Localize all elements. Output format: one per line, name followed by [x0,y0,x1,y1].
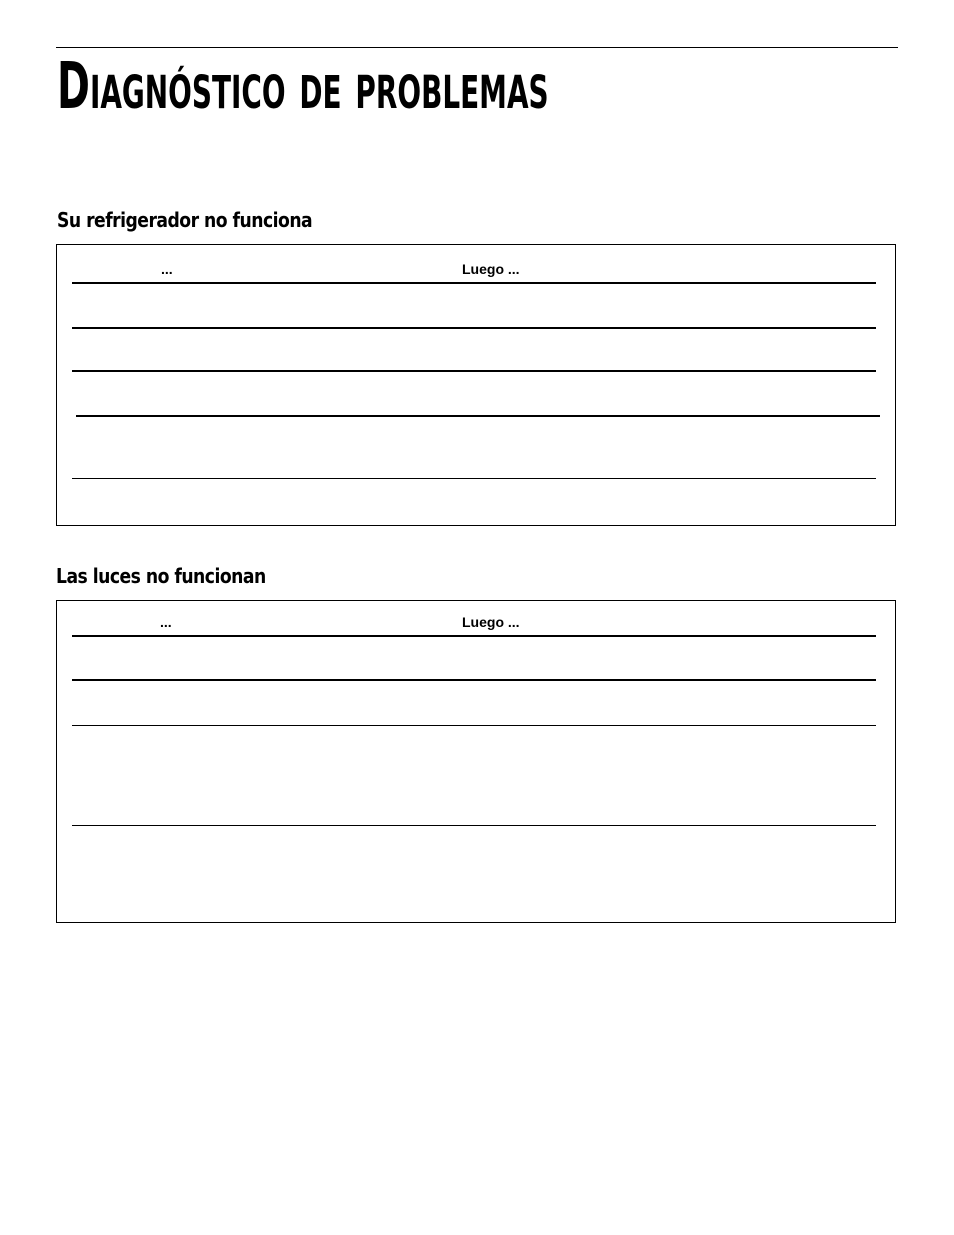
row-divider [72,370,876,372]
column-header-then: Luego ... [462,614,520,630]
row-divider [76,415,880,417]
column-header-if: ... [161,261,173,277]
header-divider [72,282,876,284]
row-divider [72,825,876,826]
row-divider [72,327,876,329]
column-header-then: Luego ... [462,261,520,277]
section-heading-lights: Las luces no funcionan [56,564,266,588]
troubleshooting-table-refrigerator [56,244,896,526]
page-title: Diagnóstico de problemas [57,50,549,124]
row-divider [72,725,876,726]
row-divider [72,679,876,681]
troubleshooting-table-lights [56,600,896,923]
top-divider [56,47,898,48]
row-divider [72,478,876,479]
column-header-if: ... [160,614,172,630]
header-divider [72,635,876,637]
section-heading-refrigerator: Su refrigerador no funciona [57,208,313,232]
